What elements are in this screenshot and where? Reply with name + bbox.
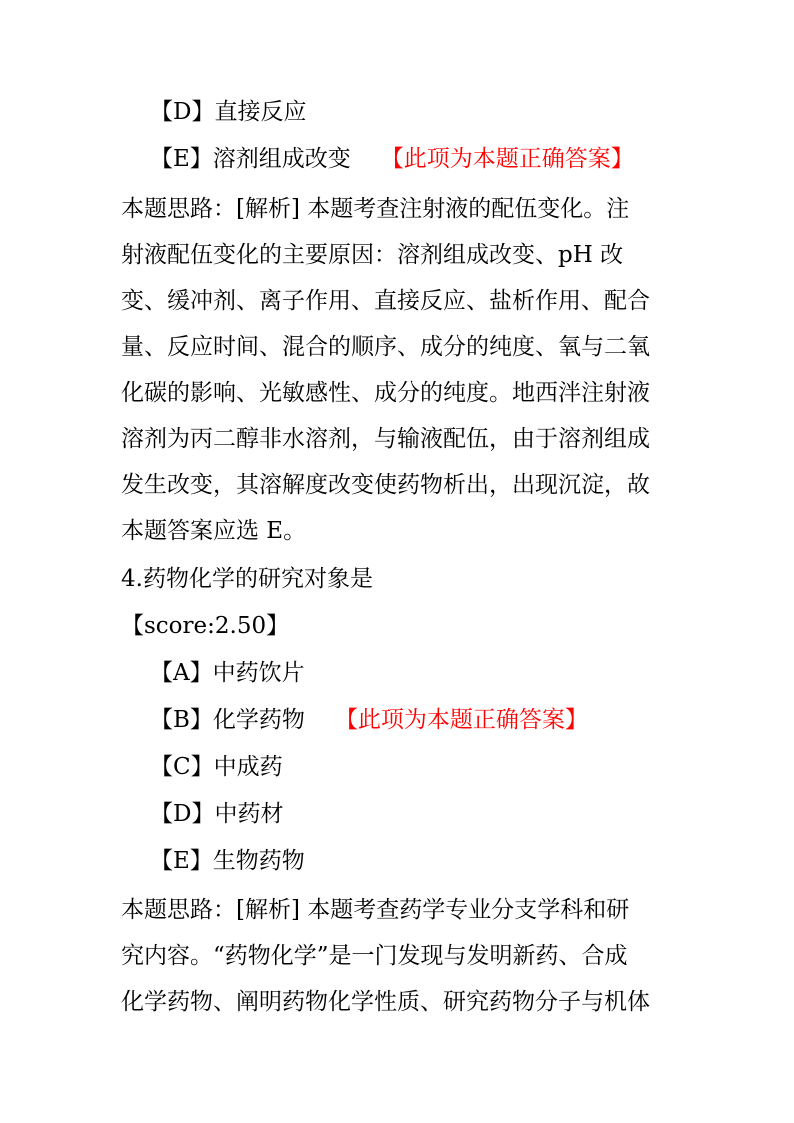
analysis-line: 变、缓冲剂、离子作用、直接反应、盐析作用、配合 (121, 288, 650, 314)
option-a (150, 658, 305, 688)
analysis-line: 量、反应时间、混合的顺序、成分的纯度、氧与二氧 (121, 334, 650, 360)
analysis-line: 化学药物、阐明药物化学性质、研究药物分子与机体 (121, 989, 650, 1015)
question-score: 【score:2.50】 (121, 613, 290, 639)
correct-answer-mark: 【此项为本题正确答案】 (334, 707, 588, 733)
option-e (150, 144, 634, 174)
option-e (150, 846, 305, 876)
option-d (150, 799, 283, 829)
analysis-line: 化碳的影响、光敏感性、成分的纯度。地西泮注射液 (121, 380, 650, 406)
option-b-label: 【B】化学药物 (150, 707, 305, 733)
option-d-label: 【D】直接反应 (150, 99, 307, 125)
option-e-label: 【E】溶剂组成改变 (150, 146, 351, 172)
correct-answer-mark: 【此项为本题正确答案】 (380, 146, 634, 172)
analysis-line: 发生改变，其溶解度改变使药物析出，出现沉淀，故 (121, 472, 650, 498)
option-c (150, 752, 283, 782)
analysis-line: 究内容。“药物化学”是一门发现与发明新药、合成 (121, 943, 628, 969)
analysis-line: 本题思路：[解析] 本题考查药学专业分支学科和研 (121, 897, 630, 923)
analysis-line: 溶剂为丙二醇非水溶剂，与输液配伍，由于溶剂组成 (121, 426, 650, 452)
option-b (150, 705, 588, 735)
option-c-label: 【C】中成药 (150, 754, 283, 780)
analysis-line: 本题答案应选 E。 (121, 518, 307, 544)
option-a-label: 【A】中药饮片 (150, 660, 305, 686)
option-e-label: 【E】生物药物 (150, 848, 305, 874)
option-d-label: 【D】中药材 (150, 801, 284, 827)
question-title: 4.药物化学的研究对象是 (121, 566, 373, 592)
analysis-line: 本题思路：[解析] 本题考查注射液的配伍变化。注 (121, 196, 630, 222)
analysis-line: 射液配伍变化的主要原因：溶剂组成改变、pH 改 (121, 242, 624, 268)
option-d (150, 97, 306, 127)
